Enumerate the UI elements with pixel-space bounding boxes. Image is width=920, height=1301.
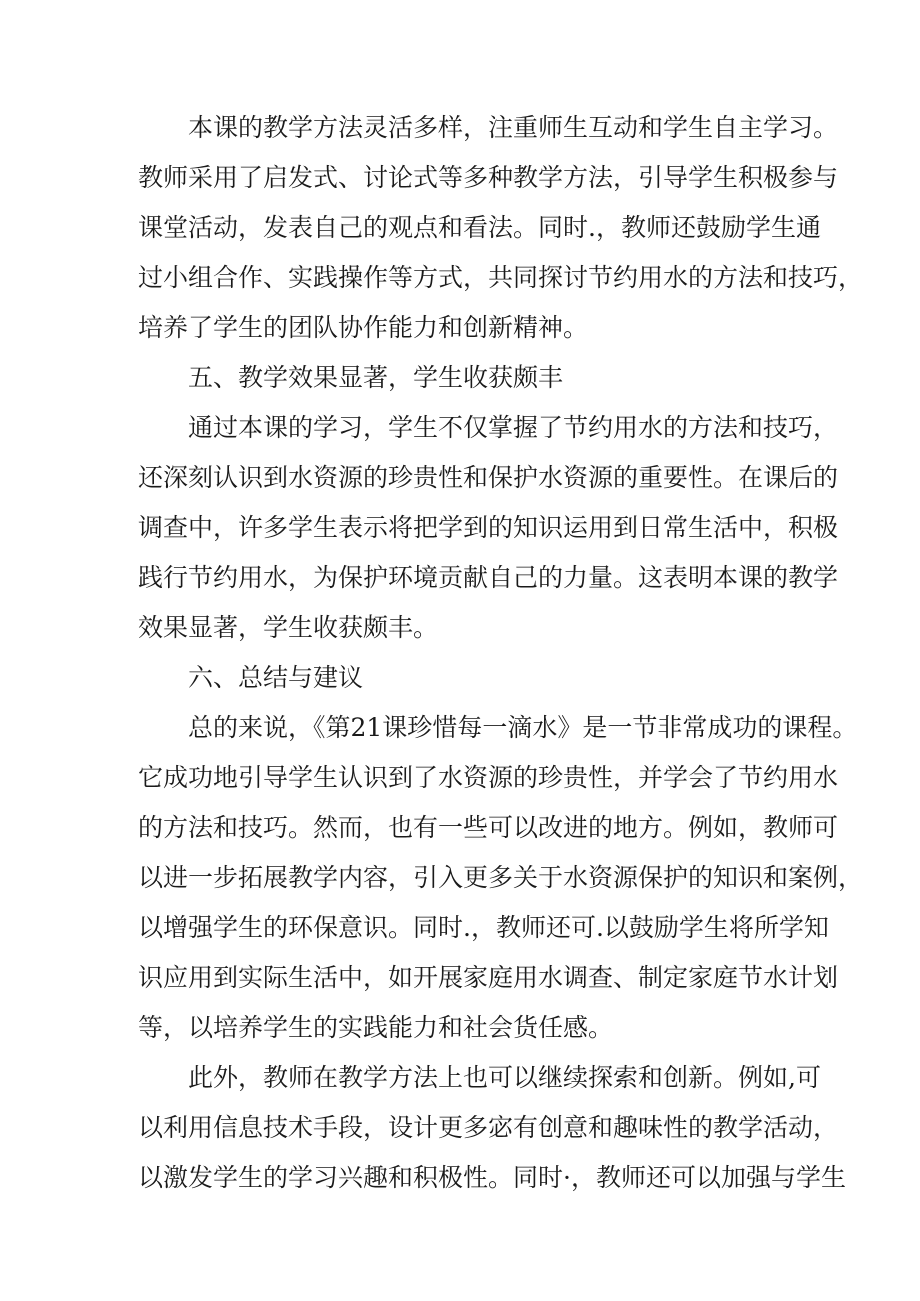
paragraph-line: 总的来说，《第21课珍惜每一滴水》是一节非常成功的课程。 [188, 713, 858, 742]
section-heading: 五、教学效果显著，学生收获颇丰 [188, 363, 564, 392]
paragraph-line: 的方法和技巧。然而，也有一些可以改进的地方。例如，教师可 [138, 813, 839, 842]
paragraph-line: 以增强学生的环保意识。同时.，教师还可.以鼓励学生将所学知 [138, 913, 829, 942]
paragraph-line: 还深刻认识到水资源的珍贵性和保护水资源的重要性。在课后的 [138, 463, 839, 492]
paragraph-line: 通过本课的学习，学生不仅掌握了节约用水的方法和技巧， [188, 413, 839, 442]
paragraph-line: 调查中，许多学生表示将把学到的知识运用到日常生活中，积极 [138, 513, 839, 542]
paragraph-line: 教师采用了启发式、讨论式等多种教学方法，引导学生积极参与 [138, 163, 839, 192]
paragraph-line: 此外，教师在教学方法上也可以继续探索和创新。例如,可 [188, 1063, 821, 1092]
paragraph-line: 课堂活动，发表自己的观点和看法。同时.，教师还鼓励学生通 [138, 213, 821, 242]
paragraph-line: 以进一步拓展教学内容，引入更多关于水资源保护的知识和案例， [138, 863, 864, 892]
paragraph-line: 效果显著，学生收获颇丰。 [138, 613, 439, 642]
paragraph-line: 践行节约用水，为保护环境贡献自己的力量。这表明本课的教学 [138, 563, 839, 592]
section-heading: 六、总结与建议 [188, 663, 364, 692]
paragraph-line: 以利用信息技术手段，设计更多宓有创意和趣味性的教学活动， [138, 1113, 839, 1142]
paragraph-line: 它成功地引导学生认识到了水资源的珍贵性，并学会了节约用水 [138, 763, 839, 792]
paragraph-line: 培养了学生的团队协作能力和创新精神。 [138, 313, 589, 342]
paragraph-line: 识应用到实际生活中，如开展家庭用水调查、制定家庭节水计划 [138, 963, 839, 992]
paragraph-line: 过小组合作、实践操作等方式，共同探讨节约用水的方法和技巧， [138, 263, 864, 292]
paragraph-line: 以激发学生的学习兴趣和积极性。同时·，教师还可以加强与学生 [138, 1163, 846, 1192]
paragraph-line: 本课的教学方法灵活多样，注重师生互动和学生自主学习。 [188, 113, 839, 142]
paragraph-line: 等，以培养学生的实践能力和社会货任感。 [138, 1013, 614, 1042]
